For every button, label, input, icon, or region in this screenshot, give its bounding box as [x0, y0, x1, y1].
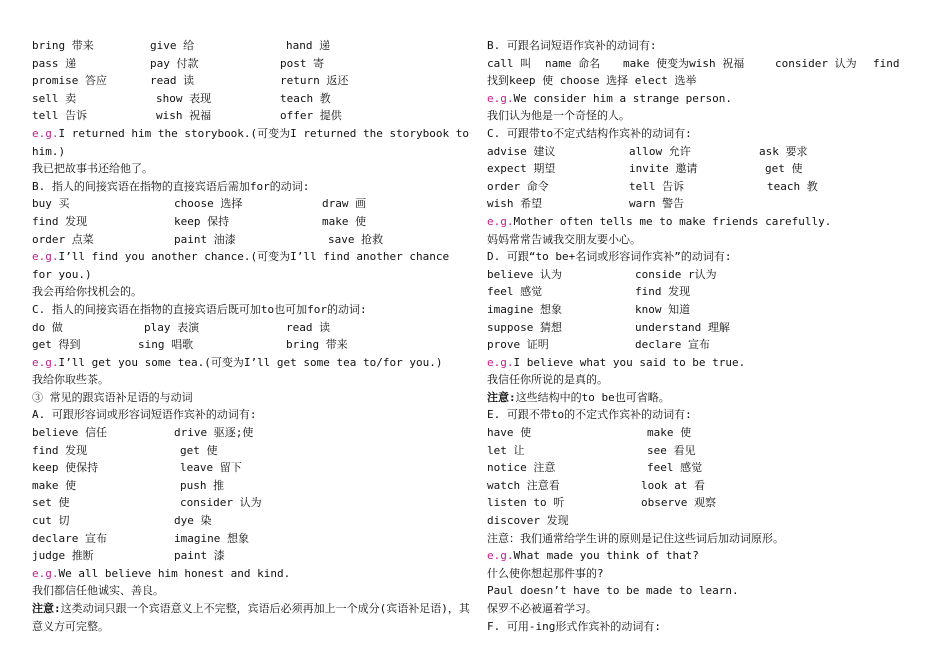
vocab-line — [487, 266, 927, 284]
vocab-entry: wish 希望 — [487, 197, 543, 211]
vocab-entry: offer 提供 — [280, 109, 342, 123]
vocab-entry: keep 使保持 — [32, 461, 99, 475]
vocab-entry: expect 期望 — [487, 162, 556, 176]
vocab-entry: sing 唱歌 — [138, 338, 194, 352]
vocab-entry: prove 证明 — [487, 338, 549, 352]
example-label: e.g. — [487, 549, 514, 563]
vocab-line — [32, 530, 472, 548]
vocab-entry: hand 递 — [286, 39, 331, 52]
vocab-line — [487, 143, 927, 161]
vocab-entry: make 使变为wish 祝福 — [623, 56, 745, 70]
vocab-line — [487, 301, 927, 319]
vocab-entry: pay 付款 — [150, 56, 199, 70]
vocab-entry: get 使 — [180, 443, 218, 457]
vocab-entry: listen to 听 — [487, 496, 565, 510]
example-text: I’ll get you some tea.(可变为I’ll get some tea to/for you.) — [58, 355, 443, 369]
example-text: We all believe him honest and kind. — [58, 566, 291, 580]
vocab-line — [487, 424, 927, 442]
text-line: B. 可跟名词短语作宾补的动词有: — [487, 39, 657, 52]
vocab-entry: understand 理解 — [635, 320, 730, 334]
vocab-entry: have 使 — [487, 426, 532, 440]
vocab-entry: allow 允许 — [629, 144, 691, 158]
vocab-entry: see 看见 — [647, 443, 696, 457]
vocab-entry: choose 选择 — [174, 197, 243, 211]
vocab-entry: make 使 — [32, 478, 77, 492]
vocab-line — [32, 336, 472, 354]
vocab-entry: tell 告诉 — [32, 109, 88, 123]
example-label: e.g. — [32, 250, 59, 264]
note-line — [32, 600, 472, 635]
vocab-entry: get 得到 — [32, 338, 81, 352]
vocab-entry: consider 认为 — [180, 496, 262, 510]
vocab-entry: teach 教 — [280, 91, 331, 105]
vocab-entry: find 发现 — [635, 285, 691, 299]
vocab-entry: feel 感觉 — [647, 461, 703, 475]
example-sentence — [487, 354, 927, 372]
example-text: I believe what you said to be true. — [513, 355, 746, 369]
vocab-line — [487, 442, 927, 460]
vocab-entry: order 命令 — [487, 179, 549, 193]
note-line — [487, 389, 927, 407]
vocab-entry: find 发现 — [32, 443, 88, 457]
example-text: What made you think of that? — [513, 549, 699, 563]
vocab-line — [487, 55, 927, 73]
vocab-entry: teach 教 — [767, 179, 818, 193]
text-line: E. 可跟不带to的不定式作宾补的动词有: — [487, 408, 692, 422]
vocab-entry: conside r认为 — [635, 267, 717, 281]
example-sentence — [487, 213, 927, 231]
vocab-entry: judge 推断 — [32, 549, 94, 563]
vocab-entry: notice 注意 — [487, 461, 556, 475]
text-line: 找到keep 使 choose 选择 elect 选举 — [487, 74, 697, 88]
vocab-entry: declare 宣布 — [32, 531, 107, 545]
example-label: e.g. — [32, 355, 59, 369]
vocab-line — [32, 547, 472, 565]
text-line: 什么使你想起那件事的? — [487, 566, 604, 580]
vocab-entry: name 命名 — [545, 56, 601, 70]
text-line: 妈妈常常告诫我交朋友要小心。 — [487, 232, 641, 246]
text-line: 我已把故事书还给他了。 — [32, 162, 153, 176]
text-line: 我会再给你找机会的。 — [32, 285, 142, 299]
left-column — [32, 37, 472, 635]
vocab-entry: find — [873, 56, 900, 70]
vocab-entry: look at 看 — [641, 478, 705, 492]
vocab-line — [32, 90, 472, 108]
vocab-line — [487, 160, 927, 178]
vocab-entry: get 使 — [765, 162, 803, 176]
vocab-line — [32, 494, 472, 512]
vocab-entry: read 读 — [286, 320, 331, 334]
vocab-entry: ask 要求 — [759, 144, 808, 158]
vocab-line — [32, 319, 472, 337]
text-line: 保罗不必被逼着学习。 — [487, 602, 597, 615]
vocab-entry: know 知道 — [635, 302, 691, 316]
vocab-entry: wish 祝福 — [156, 109, 212, 123]
vocab-entry: keep 保持 — [174, 214, 230, 228]
vocab-line — [32, 37, 472, 55]
example-sentence — [32, 354, 472, 372]
vocab-entry: drive 驱逐;使 — [174, 426, 254, 440]
vocab-line — [32, 477, 472, 495]
vocab-line — [487, 494, 927, 512]
vocab-entry: show 表现 — [156, 91, 212, 105]
vocab-entry: believe 认为 — [487, 267, 562, 281]
vocab-entry: make 使 — [647, 426, 692, 440]
vocab-entry: return 返还 — [280, 74, 349, 88]
text-line: B. 指人的间接宾语在指物的直接宾语后需加for的动词: — [32, 179, 310, 193]
vocab-entry: save 抢救 — [328, 232, 384, 246]
vocab-line — [32, 195, 472, 213]
vocab-line — [487, 319, 927, 337]
vocab-entry: advise 建议 — [487, 144, 556, 158]
vocab-entry: post 寄 — [280, 56, 325, 70]
note-label: 注意: — [487, 390, 516, 404]
vocab-line — [32, 231, 472, 249]
vocab-entry: imagine 想象 — [174, 531, 249, 545]
vocab-line — [487, 477, 927, 495]
vocab-line — [32, 424, 472, 442]
vocab-line — [487, 195, 927, 213]
text-line: C. 可跟带to不定式结构作宾补的动词有: — [487, 126, 692, 140]
text-line: A. 可跟形容词或形容词短语作宾补的动词有: — [32, 408, 257, 422]
vocab-entry: promise 答应 — [32, 74, 107, 88]
text-line: C. 指人的间接宾语在指物的直接宾语后既可加to也可加for的动词: — [32, 302, 367, 316]
vocab-entry: warn 警告 — [629, 197, 685, 211]
note-label: 注意: — [32, 602, 61, 615]
text-line: 我给你取些茶。 — [32, 373, 109, 387]
vocab-entry: suppose 猜想 — [487, 320, 562, 334]
vocab-entry: do 做 — [32, 320, 63, 334]
vocab-entry: feel 感觉 — [487, 285, 543, 299]
vocab-entry: set 使 — [32, 496, 70, 510]
example-text: I returned him the storybook.(可变为I returned the storybook to him.) — [32, 126, 469, 158]
vocab-line — [487, 283, 927, 301]
vocab-entry: push 推 — [180, 478, 225, 492]
vocab-entry: find 发现 — [32, 214, 88, 228]
example-sentence — [32, 125, 472, 160]
vocab-line — [32, 442, 472, 460]
vocab-entry: consider 认为 — [775, 56, 857, 70]
vocab-entry: give 给 — [150, 39, 195, 52]
vocab-entry: dye 染 — [174, 514, 212, 528]
vocab-entry: observe 观察 — [641, 496, 716, 510]
vocab-line — [32, 213, 472, 231]
example-label: e.g. — [487, 214, 514, 228]
example-text: I’ll find you another chance.(可变为I’ll find another chance for you.) — [32, 250, 450, 281]
vocab-line — [32, 72, 472, 90]
example-label: e.g. — [32, 566, 59, 580]
example-sentence — [487, 547, 927, 565]
vocab-line — [32, 107, 472, 125]
text-line: 注意：我们通常给学生讲的原则是记住这些词后加动词原形。 — [487, 531, 784, 545]
vocab-entry: draw 画 — [322, 197, 367, 211]
vocab-line — [32, 55, 472, 73]
vocab-line — [487, 512, 927, 530]
note-text: 这类动词只跟一个宾语意义上不完整，宾语后必须再加上一个成分(宾语补足语)，其意义方可完整。 — [32, 602, 470, 633]
vocab-entry: cut 切 — [32, 514, 70, 528]
example-label: e.g. — [32, 126, 59, 140]
vocab-entry: let 让 — [487, 443, 525, 457]
vocab-entry: invite 邀请 — [629, 162, 698, 176]
text-line: D. 可跟“to be+名词或形容词作宾补”的动词有: — [487, 250, 732, 264]
text-line: ③ 常见的跟宾语补足语的与动词 — [32, 390, 193, 404]
text-line: Paul doesn’t have to be made to learn. — [487, 584, 739, 598]
vocab-entry: pass 递 — [32, 56, 77, 70]
text-line: F. 可用-ing形式作宾补的动词有: — [487, 619, 661, 633]
vocab-line — [487, 459, 927, 477]
vocab-line — [32, 512, 472, 530]
example-text: Mother often tells me to make friends carefully. — [513, 214, 832, 228]
example-label: e.g. — [487, 91, 514, 105]
text-line: 我信任你所说的是真的。 — [487, 373, 608, 387]
vocab-entry: bring 带来 — [32, 39, 94, 52]
vocab-entry: bring 带来 — [286, 338, 348, 352]
vocab-entry: call 叫 — [487, 56, 532, 70]
example-text: We consider him a strange person. — [513, 91, 733, 105]
note-text: 这些结构中的to be也可省略。 — [515, 390, 670, 404]
example-sentence — [32, 248, 472, 283]
vocab-entry: order 点菜 — [32, 232, 94, 246]
vocab-entry: play 表演 — [144, 320, 200, 334]
vocab-entry: imagine 想象 — [487, 302, 562, 316]
vocab-entry: tell 告诉 — [629, 179, 685, 193]
vocab-entry: paint 油漆 — [174, 232, 236, 246]
vocab-entry: discover 发现 — [487, 514, 569, 528]
example-sentence — [487, 90, 927, 108]
right-column — [487, 37, 927, 635]
vocab-entry: watch 注意看 — [487, 478, 560, 492]
vocab-entry: believe 信任 — [32, 426, 107, 440]
vocab-line — [487, 336, 927, 354]
vocab-entry: buy 买 — [32, 197, 70, 211]
vocab-line — [487, 178, 927, 196]
example-sentence — [32, 565, 472, 583]
vocab-entry: paint 漆 — [174, 549, 225, 563]
text-line: 我们认为他是一个奇怪的人。 — [487, 109, 630, 123]
vocab-line — [32, 459, 472, 477]
vocab-entry: declare 宣布 — [635, 338, 710, 352]
vocab-entry: leave 留下 — [180, 461, 242, 475]
vocab-entry: sell 卖 — [32, 91, 77, 105]
text-line: 我们都信任他诚实、善良。 — [32, 584, 164, 598]
vocab-entry: read 读 — [150, 74, 195, 88]
vocab-entry: make 使 — [322, 214, 367, 228]
example-label: e.g. — [487, 355, 514, 369]
